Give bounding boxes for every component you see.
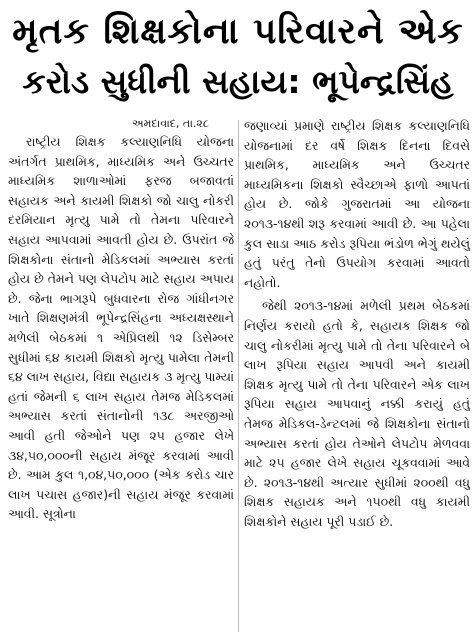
headline-line-2: કરોડ સુધીની સહાય: ભૂપેન્દ્રસિંહ	[22, 62, 454, 101]
column2-paragraph-1: જણાવ્યાં પ્રમાણે રાષ્ટ્રીય શિક્ષક કલ્યાણનિધિ યોજનામાં દર વર્ષે શિક્ષક દિનના દિવસે પ્રાથમિક, માધ્યમિક અને ઉચ્ચતર માધ્યમિકના શિક્ષકો સ્વૈચ્છાએ ફાળો આપતાં હોય છે. જોકે ગુજરાતમાં આ યોજના ૨૦૧૩-૧૪થી શરૂ કરવામાં આવી છે. આ પહેલા કુલ સાડા આઠ કરોડ રૂપિયા ભંડોળ ભેગું થયેલું હતું પરંતુ તેનો ઉપયોગ કરવામાં આવતો નહોતો.	[244, 118, 470, 290]
column1-paragraph: રાષ્ટ્રીય શિક્ષક કલ્યાણનિધિ યોજના અંતર્ગત પ્રાથમિક, માધ્યમિક અને ઉચ્ચતર માધ્યમિક શાળાઓમાં ફરજ બજાવતાં સહાયક અને કાયમી શિક્ષકો જો ચાલુ નોકરી દરમિયાન મૃત્યુ પામે તો તેમના પરિવારને સહાય આપવામાં આવતી હોય છે. ઉપરાંત જે શિક્ષકોના સંતાનો મેડિકલમાં અભ્યાસ કરતાં હોય છે તેમને પણ લેપટોપ માટે સહાય અપાય છે. જેના ભાગરૂપે બુધવારના રોજ ગાંધીનગર ખાતે શિક્ષણમંત્રી ભૂપેન્દ્રસિંહના અધ્યક્ષસ્થાને મળેલી બેઠકમાં ૧ એપ્રિલથી ૧૨ ડિસેમ્બર સુધીમાં ૬૪ કાયમી શિક્ષકો મૃત્યુ પામેલા તેમની ૬૪ લાખ સહાય, વિદ્યા સહાયક ૩ મૃત્યુ પામ્યાં હતાં જેમની ૬ લાખ સહાય તેમજ મેડિકલમાં અભ્યાસ કરતાં સંતાનોની ૧૩૮ અરજીઓ આવી હતી જેઓને પણ ૨૫ હજાર લેખે ૩૪,૫૦,૦૦૦ની સહાય મંજૂર કરવામાં આવી છે. આમ કુલ ૧,૦૪,૫૦,૦૦૦ (એક કરોડ ચાર લાખ પચાસ હજાર)ની સહાય મંજૂર કરવામાં આવી. સૂત્રોના	[8, 134, 234, 522]
column2-paragraph-2: જેથી ૨૦૧૩-૧૪માં મળેલી પ્રથમ બેઠકમાં નિર્ણય કરાયો હતો કે, સહાયક શિક્ષક જો ચાલુ નોકરીમાં મૃત્યુ પામે તો તેના પરિવારને બે લાખ રૂપિયા સહાય આપવી અને કાયમી શિક્ષક મૃત્યુ પામે તો તેના પરિવારને એક લાખ રૂપિયા સહાય આપવાનું નક્કી કરાયું હતું તેમજ મેડિકલ-ડેન્ટલમાં જે શિક્ષકોના સંતાનો અભ્યાસ કરતાં હોય તેઓને લેપટોપ મેળવવા માટે ૨૫ હજાર લેખે સહાય ચૂકવવામાં આવે છે. ૨૦૧૩-૧૪થી અત્યાર સુધીમાં ૨૦૦થી વધુ શિક્ષક સહાયક અને ૧૫૦થી વધુ કાયમી શિક્ષકોને સહાય પૂરી પડાઈ છે.	[244, 298, 470, 529]
dateline: અમદાવાદ, તા.૨૮	[132, 117, 209, 130]
headline	[6, 6, 470, 106]
headline-line-1: મૃતક શિક્ષકોના પરિવારને એક	[12, 11, 464, 52]
column-divider	[238, 120, 239, 632]
article-column-1	[8, 132, 234, 524]
article-column-2	[244, 116, 470, 531]
